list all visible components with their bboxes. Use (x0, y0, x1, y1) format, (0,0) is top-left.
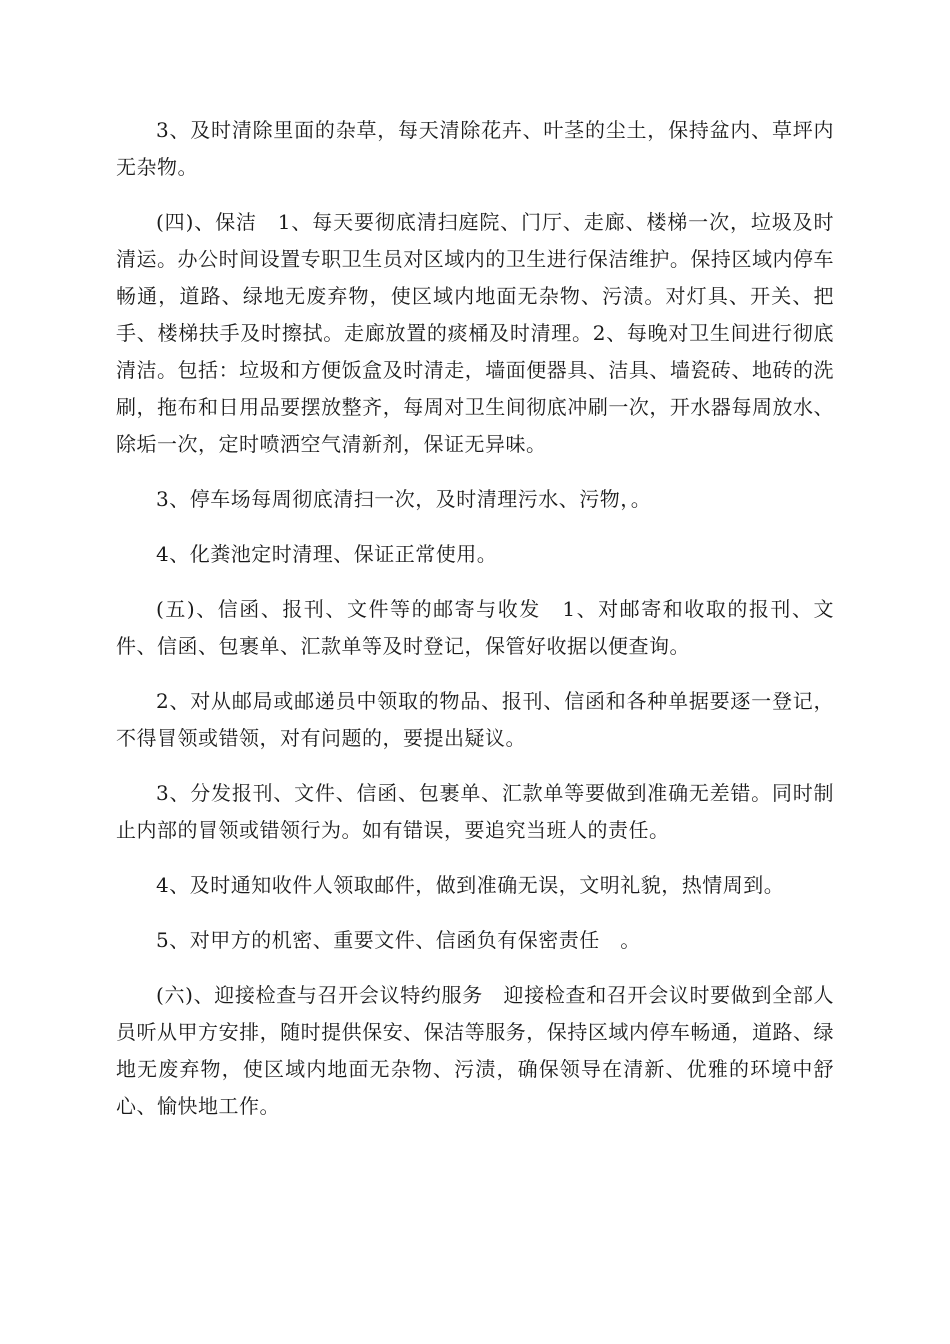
paragraph-mail: (五)、信函、报刊、文件等的邮寄与收发 1、对邮寄和收取的报刊、文件、信函、包裹单、汇款单等及时登记，保管好收据以便查询。 (116, 597, 834, 658)
paragraph-mail-4: 4、及时通知收件人领取邮件，做到准确无误，文明礼貌，热情周到。 (156, 873, 785, 897)
paragraph-greening-3: 3、及时清除里面的杂草，每天清除花卉、叶茎的尘土，保持盆内、草坪内无杂物。 (116, 118, 834, 179)
document-body (116, 112, 834, 1143)
paragraph-cleaning-4: 4、化粪池定时清理、保证正常使用。 (156, 542, 498, 566)
paragraph-cleaning: (四)、保洁 1、每天要彻底清扫庭院、门厅、走廊、楼梯一次，垃圾及时清运。办公时间设置专职卫生员对区域内的卫生进行保洁维护。保持区域内停车畅通，道路、绿地无废弃物，使区域内地面无杂物、污渍。对灯具、开关、把手、楼梯扶手及时擦拭。走廊放置的痰桶及时清理。2、每晚对卫生间进行彻底清洁。包括：垃圾和方便饭盒及时清走，墙面便器具、洁具、墙瓷砖、地砖的洗刷，拖布和日用品要摆放整齐，每周对卫生间彻底冲刷一次，开水器每周放水、除垢一次，定时喷洒空气清新剂，保证无异味。 (116, 210, 834, 456)
paragraph-cleaning-3: 3、停车场每周彻底清扫一次，及时清理污水、污物，。 (156, 487, 652, 511)
paragraph-mail-3: 3、分发报刊、文件、信函、包裹单、汇款单等要做到准确无差错。同时制止内部的冒领或错领行为。如有错误，要追究当班人的责任。 (116, 781, 834, 842)
paragraph-mail-2: 2、对从邮局或邮递员中领取的物品、报刊、信函和各种单据要逐一登记，不得冒领或错领，对有问题的，要提出疑议。 (116, 689, 834, 750)
paragraph-meeting-service: (六)、迎接检查与召开会议特约服务 迎接检查和召开会议时要做到全部人员听从甲方安排，随时提供保安、保洁等服务，保持区域内停车畅通，道路、绿地无废弃物，使区域内地面无杂物、污渍，确保领导在清新、优雅的环境中舒心、愉快地工作。 (116, 983, 834, 1118)
paragraph-mail-5: 5、对甲方的机密、重要文件、信函负有保密责任 。 (156, 928, 641, 952)
